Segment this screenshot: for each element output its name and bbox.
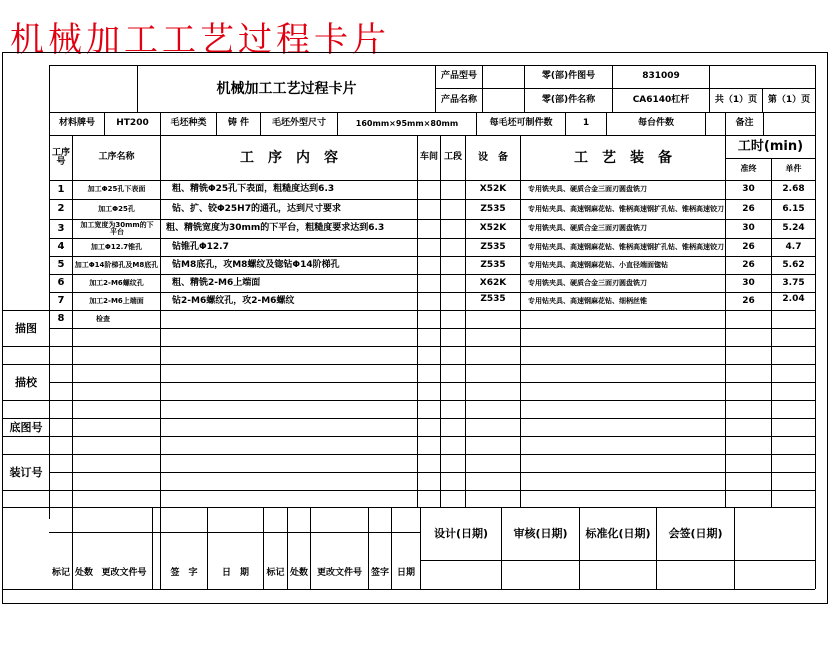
remarks-field[interactable] xyxy=(764,113,815,135)
op-name: 加工2-M6上端面 xyxy=(89,296,144,305)
op-unit-time: 2.04 xyxy=(782,293,805,304)
op-no: 5 xyxy=(57,259,65,271)
col-section: 工段 xyxy=(443,152,462,163)
rev-doc-no-label-2: 更改文件号 xyxy=(316,568,362,579)
op-tooling: 专用铣夹具、硬质合金三面刃圆盘铣刀 xyxy=(528,278,647,287)
op-equipment: Z535 xyxy=(480,241,506,252)
op-content: 粗、精铣宽度为30mm的下平台，粗糙度要求达到6.3 xyxy=(166,223,385,234)
col-tooling: 工 艺 装 备 xyxy=(574,149,672,166)
product-name-label: 产品名称 xyxy=(440,94,477,105)
op-tooling: 专用钻夹具、高速钢麻花钻、锥柄高速钢扩孔钻、锥柄高速铰刀 xyxy=(528,204,724,213)
op-equipment: X52K xyxy=(479,184,507,195)
op-tooling: 专用钻夹具、高速钢麻花钻、锥柄高速钢扩孔钻、锥柄高速铰刀 xyxy=(528,242,724,251)
op-equipment: X52K xyxy=(479,223,507,234)
countersign-signature-field[interactable] xyxy=(657,561,734,589)
op-unit-time: 5.24 xyxy=(782,223,805,234)
op-tooling: 专用铣夹具、硬质合金三面刃圆盘铣刀 xyxy=(528,224,647,233)
op-content: 粗、精铣2-M6上端面 xyxy=(172,277,261,288)
drawing-label: 描图 xyxy=(15,321,37,335)
op-content: 粗、精铣Φ25孔下表面，粗糙度达到6.3 xyxy=(172,184,335,195)
parts-per-blank-label: 每毛坯可制件数 xyxy=(489,118,553,129)
op-equipment: Z535 xyxy=(480,259,506,270)
op-setup-time: 26 xyxy=(742,203,755,214)
parts-per-unit-field[interactable] xyxy=(706,113,725,135)
op-equipment: Z535 xyxy=(480,293,506,304)
op-setup-time: 30 xyxy=(742,277,755,288)
op-no: 3 xyxy=(57,222,65,234)
product-name-field[interactable] xyxy=(483,89,524,112)
op-setup-time: 30 xyxy=(742,184,755,195)
col-equipment: 设 备 xyxy=(478,151,508,163)
col-workshop: 车间 xyxy=(419,152,438,163)
rev-doc-no-label: 更改文件号 xyxy=(101,568,147,579)
countersign-date-label: 会签(日期) xyxy=(668,527,723,541)
col-unit-time: 单件 xyxy=(785,164,802,174)
binding-no-label: 装订号 xyxy=(9,465,43,479)
rev-count-label: 处数 xyxy=(74,568,93,579)
part-name-label: 零(部)件名称 xyxy=(541,94,596,105)
parts-per-blank-field[interactable]: 1 xyxy=(582,118,590,129)
op-name: 加工Φ12.7锥孔 xyxy=(90,242,143,251)
parts-per-unit-label: 每台件数 xyxy=(637,118,674,129)
material-label: 材料牌号 xyxy=(58,118,95,129)
op-setup-time: 26 xyxy=(742,241,755,252)
col-setup-time: 准终 xyxy=(740,164,757,174)
col-op-no: 工序号 xyxy=(51,147,70,167)
op-name: 加工Φ25孔下表面 xyxy=(87,185,146,194)
op-name: 加工2-M6螺纹孔 xyxy=(89,278,144,287)
op-no: 8 xyxy=(57,313,65,325)
col-time: 工时(min) xyxy=(737,139,804,155)
standardize-signature-field[interactable] xyxy=(580,561,656,589)
op-name: 加工宽度为30mm的下平台 xyxy=(80,220,154,236)
op-equipment: Z535 xyxy=(480,203,506,214)
standardize-date-label: 标准化(日期) xyxy=(585,527,651,541)
design-date-label: 设计(日期) xyxy=(433,527,489,541)
remarks-label: 备注 xyxy=(735,118,754,129)
blank-type-field[interactable]: 铸 件 xyxy=(227,118,250,129)
op-equipment: X62K xyxy=(479,277,507,288)
page-title: 机械加工工艺过程卡片 xyxy=(10,20,390,60)
blank-size-field[interactable]: 160mm×95mm×80mm xyxy=(355,118,459,128)
op-no: 7 xyxy=(57,295,65,307)
op-no: 4 xyxy=(57,241,65,253)
material-field[interactable]: HT200 xyxy=(116,118,149,129)
rev-mark-label-2: 标记 xyxy=(266,568,285,579)
rev-signature-label-2: 签字 xyxy=(370,568,389,579)
op-unit-time: 4.7 xyxy=(785,241,802,252)
op-no: 6 xyxy=(57,277,65,289)
rev-date-label-2: 日期 xyxy=(396,568,415,579)
tracing-check-label: 描校 xyxy=(15,375,37,389)
op-setup-time: 30 xyxy=(742,223,755,234)
base-drawing-no-label: 底图号 xyxy=(9,420,43,434)
rev-date-label: 日 期 xyxy=(221,568,249,579)
col-op-name: 工序名称 xyxy=(98,152,135,163)
op-name: 检查 xyxy=(96,314,110,323)
part-drawing-no-label: 零(部)件图号 xyxy=(541,71,596,82)
part-drawing-no-field[interactable]: 831009 xyxy=(642,71,680,82)
op-no: 1 xyxy=(57,183,65,195)
op-unit-time: 2.68 xyxy=(782,184,805,195)
op-tooling: 专用钻夹具、高速钢麻花钻、细柄丝锥 xyxy=(528,296,647,305)
op-name: 加工Φ14阶梯孔及M8底孔 xyxy=(74,260,159,269)
rev-signature-label: 签 字 xyxy=(170,568,198,579)
rev-mark-label: 标记 xyxy=(51,568,70,579)
total-pages: 共（1）页 xyxy=(714,94,758,105)
op-setup-time: 26 xyxy=(742,259,755,270)
op-name: 加工Φ25孔 xyxy=(98,204,135,213)
review-signature-field[interactable] xyxy=(502,561,579,589)
op-unit-time: 3.75 xyxy=(782,277,805,288)
product-model-label: 产品型号 xyxy=(440,71,477,82)
op-content: 钻、扩、铰Φ25H7的通孔，达到尺寸要求 xyxy=(172,203,341,214)
design-signature-field[interactable] xyxy=(421,561,501,589)
op-unit-time: 6.15 xyxy=(782,203,805,214)
review-date-label: 审核(日期) xyxy=(513,527,568,541)
op-tooling: 专用钻夹具、高速钢麻花钻、小直径端面锪钻 xyxy=(528,260,668,269)
blank-type-label: 毛坯种类 xyxy=(170,118,207,129)
rev-count-label-2: 处数 xyxy=(289,568,308,579)
product-model-field[interactable] xyxy=(483,66,524,88)
op-content: 钻M8底孔，攻M8螺纹及锪钻Φ14阶梯孔 xyxy=(172,259,340,270)
card-title: 机械加工工艺过程卡片 xyxy=(216,80,357,97)
op-no: 2 xyxy=(57,203,65,215)
op-setup-time: 26 xyxy=(742,295,755,306)
op-unit-time: 5.62 xyxy=(782,259,805,270)
blank-size-label: 毛坯外型尺寸 xyxy=(271,118,326,129)
op-tooling: 专用铣夹具、硬质合金三面刃圆盘铣刀 xyxy=(528,185,647,194)
part-name-field[interactable]: CA6140杠杆 xyxy=(632,94,690,105)
page-number: 第（1）页 xyxy=(767,94,811,105)
col-op-content: 工 序 内 容 xyxy=(240,149,338,166)
op-content: 钻2-M6螺纹孔，攻2-M6螺纹 xyxy=(172,295,295,306)
op-content: 钻锥孔Φ12.7 xyxy=(172,241,229,252)
